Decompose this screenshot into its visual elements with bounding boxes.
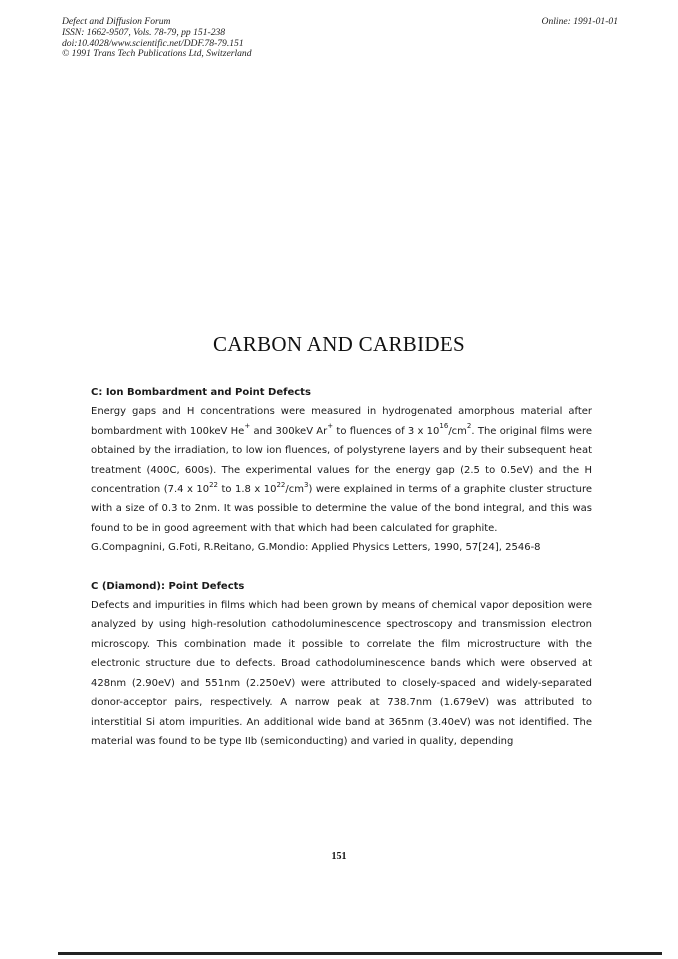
page-title: CARBON AND CARBIDES xyxy=(213,332,465,356)
reference-citation: G.Compagnini, G.Foti, R.Reitano, G.Mondio: Applied Physics Letters, 1990, 57[24], 2546-8 xyxy=(91,542,541,554)
page-number: 151 xyxy=(331,851,347,862)
issn-line: ISSN: 1662-9507, Vols. 78-79, pp 151-238 xyxy=(62,26,226,38)
footer-rule xyxy=(58,952,662,955)
copyright-line: © 1991 Trans Tech Publications Ltd, Switzerland xyxy=(62,48,252,60)
page-header xyxy=(62,17,618,60)
article-body xyxy=(91,383,592,751)
section-paragraph-diamond: Defects and impurities in films which had been grown by means of chemical vapor deposition were analyzed by using high-resolution cathodoluminescence spectroscopy and transmission electron microscopy. This combination made it possible to correlate the film microstructure with the electronic structure due to defects. Broad cathodoluminescence bands which were observed at 428nm (2.90eV) and 551nm (2.250eV) were attributed to closely-spaced and widely-separated donor-acceptor pairs, respectively. A narrow peak at 738.7nm (1.679eV) was attributed to interstitial Si atom impurities. An additional wide band at 365nm (3.40eV) was not identified. The material was found to be type IIb (semiconducting) and varied in quality, depending xyxy=(91,600,592,747)
section-paragraph-ion-bombardment: Energy gaps and H concentrations were measured in hydrogenated amorphous material after bombardment with 100keV He+ and 300keV Ar+ to fluences of 3 x $10^{16}/cm^2$. The original films were obtained by the irradiation, to low ion fluences, of polystyrene layers and by their subsequent heat treatment (400C, 600s). The experimental values for the energy gap (2.5 to 0.5eV) and the H concentration (7.4 x $10^{22}$ to 1.8 x $10^{22}/cm^3$) were explained in terms of a graphite cluster structure with a size of 0.3 to 2nm. It was possible to determine the value of the bond integral, and this was found to be in good agreement with that which had been calculated for graphite. xyxy=(91,406,592,534)
online-date: Online: 1991-01-01 xyxy=(541,16,618,27)
journal-name: Defect and Diffusion Forum xyxy=(62,16,171,27)
doi-line: doi:10.4028/www.scientific.net/DDF.78-79.151 xyxy=(62,37,244,49)
section-heading-diamond: C (Diamond): Point Defects xyxy=(91,580,245,592)
section-spacer xyxy=(91,558,592,577)
section-heading-ion-bombardment: C: Ion Bombardment and Point Defects xyxy=(91,387,311,398)
